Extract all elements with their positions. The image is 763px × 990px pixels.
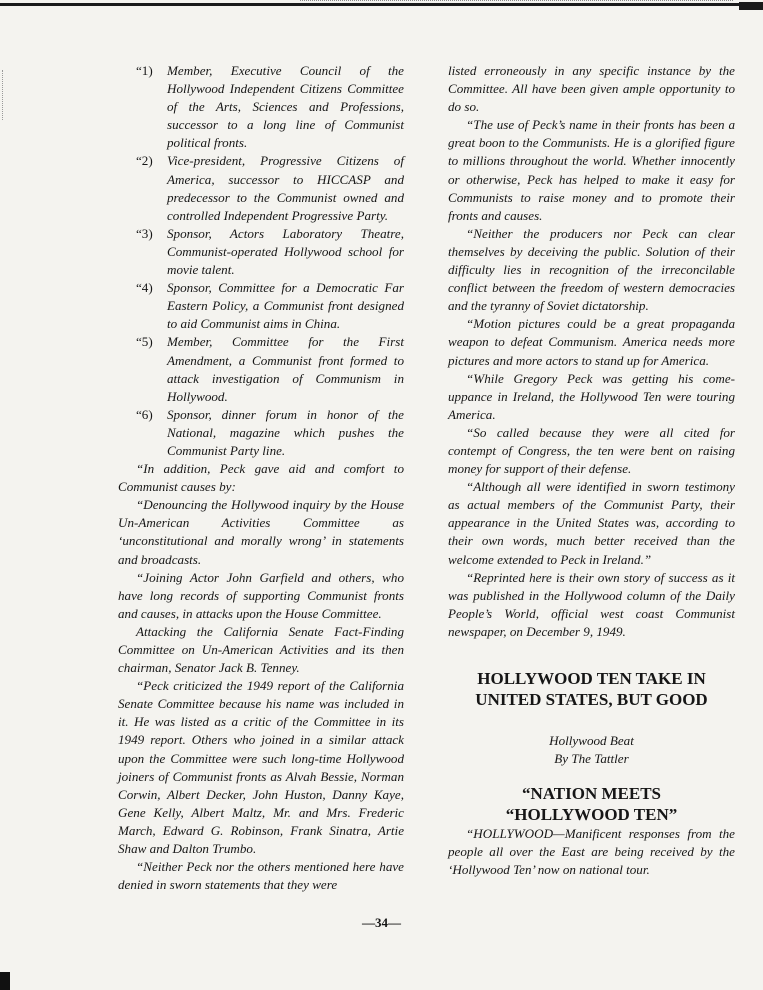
body-paragraph: “Peck criticized the 1949 report of the California Senate Committee because his name was included in it. He was listed as a critic of the Committee in its 1949 report. Others who joined in a similar attack upon the Committee were such long-time Hollywood joiners of Communist fronts as Alvah Bessie, Norman Corwin, Albert Decker, John Huston, Danny Kaye, Gene Kelly, Albert Maltz, Mr. and Mrs. Frederic March, Edward G. Robinson, Frank Sinatra, Artie Shaw and Dalton Trumbo.	[118, 678, 404, 857]
list-number: “1)	[136, 63, 153, 78]
body-paragraph: “Joining Actor John Garfield and others, who have long records of supporting Communist fronts and causes, in attacks upon the House Committee.	[118, 569, 404, 621]
continued-paragraph: listed erroneously in any specific instance by the Committee. All have been given ample opportunity to do so.	[448, 63, 735, 115]
byline-author: By The Tattler	[554, 751, 629, 767]
body-paragraph: “Neither Peck nor the others mentioned here have denied in sworn statements that they were	[118, 859, 404, 893]
body-paragraph: “HOLLYWOOD—Manificent responses from the people all over the East are being received by the ‘Hollywood Ten’ now on national tour.	[448, 826, 735, 878]
list-item	[118, 279, 404, 333]
headline-line: “NATION MEETS	[521, 784, 661, 804]
page-number: —34—	[362, 915, 401, 930]
body-paragraph: “Denouncing the Hollywood inquiry by the House Un-American Activities Committee as ‘unconstitutional and morally wrong’ in statements and broadcasts.	[118, 497, 404, 567]
list-item	[118, 152, 404, 224]
article-headline	[448, 668, 735, 710]
body-paragraph: “While Gregory Peck was getting his come-uppance in Ireland, the Hollywood Ten were touring America.	[448, 370, 735, 422]
list-item	[118, 225, 404, 279]
bottom-corner-mark	[0, 972, 10, 990]
list-number: “5)	[136, 334, 153, 350]
list-text: Sponsor, Committee for a Democratic Far Eastern Policy, a Communist front designed to aid Communist aims in China.	[167, 280, 404, 332]
body-paragraph: “The use of Peck’s name in their fronts has been a great boon to the Communists. He is a glorified figure to millions throughout the world. Whether innocently or otherwise, Peck has helped to make it easy for Communists to raise money and to promote their fronts and causes.	[448, 117, 735, 223]
body-paragraph: “Neither the producers nor Peck can clear themselves by deceiving the public. Solution of their difficulty lies in recognition of the irreconcilable conflict between the freedom of western democracies and the tyranny of Soviet dictatorship.	[448, 225, 735, 314]
list-item	[118, 406, 404, 460]
byline	[448, 732, 735, 768]
list-number: “6)	[136, 406, 153, 422]
list-text: Member, Committee for the First Amendment, a Communist front formed to attack investigation of Communism in Hollywood.	[167, 334, 404, 404]
byline-column-name: Hollywood Beat	[549, 733, 634, 748]
list-number: “4)	[136, 280, 153, 296]
left-column	[118, 62, 404, 894]
right-column	[448, 62, 735, 879]
headline-line: “HOLLYWOOD TEN”	[505, 805, 678, 825]
list-text: Sponsor, dinner forum in honor of the National, magazine which pushes the Communist Party line.	[167, 406, 404, 458]
sub-headline	[448, 783, 735, 825]
list-number: “2)	[136, 153, 153, 169]
top-rule	[0, 3, 763, 6]
body-paragraph: “In addition, Peck gave aid and comfort to Communist causes by:	[118, 461, 404, 495]
body-paragraph: Attacking the California Senate Fact-Finding Committee on Un-American Activities and its then chairman, Senator Jack B. Tenney.	[118, 623, 404, 676]
list-item	[118, 62, 404, 152]
body-paragraph: “Reprinted here is their own story of success as it was published in the Hollywood column of the Daily People’s World, official west coast Communist newspaper, on December 9, 1949.	[448, 569, 735, 639]
list-item	[118, 333, 404, 405]
headline-line: HOLLYWOOD TEN TAKE IN	[477, 669, 706, 688]
left-edge-dots	[2, 70, 5, 120]
list-text: Member, Executive Council of the Hollywood Independent Citizens Committee of the Arts, Sciences and Professions, successor to a long line of Communist political fronts.	[167, 63, 404, 151]
body-paragraph: “Motion pictures could be a great propaganda weapon to defeat Communism. America needs more pictures and more actors to stand up for America.	[448, 316, 735, 368]
list-text: Sponsor, Actors Laboratory Theatre, Communist-operated Hollywood school for movie talent.	[167, 225, 404, 278]
list-text: Vice-president, Progressive Citizens of America, successor to HICCASP and predecessor to the Communist owned and controlled Independent Progressive Party.	[167, 153, 404, 223]
headline-line: UNITED STATES, BUT GOOD	[475, 690, 708, 709]
list-number: “3)	[136, 225, 153, 241]
corner-mark	[739, 2, 763, 10]
body-paragraph: “Although all were identified in sworn testimony as actual members of the Communist Party, their appearance in the United States was, according to their own words, much better received than the welcome extended to Peck in Ireland.”	[448, 479, 735, 567]
body-paragraph: “So called because they were all cited for contempt of Congress, the ten were bent on raising money for support of their defense.	[448, 424, 735, 477]
